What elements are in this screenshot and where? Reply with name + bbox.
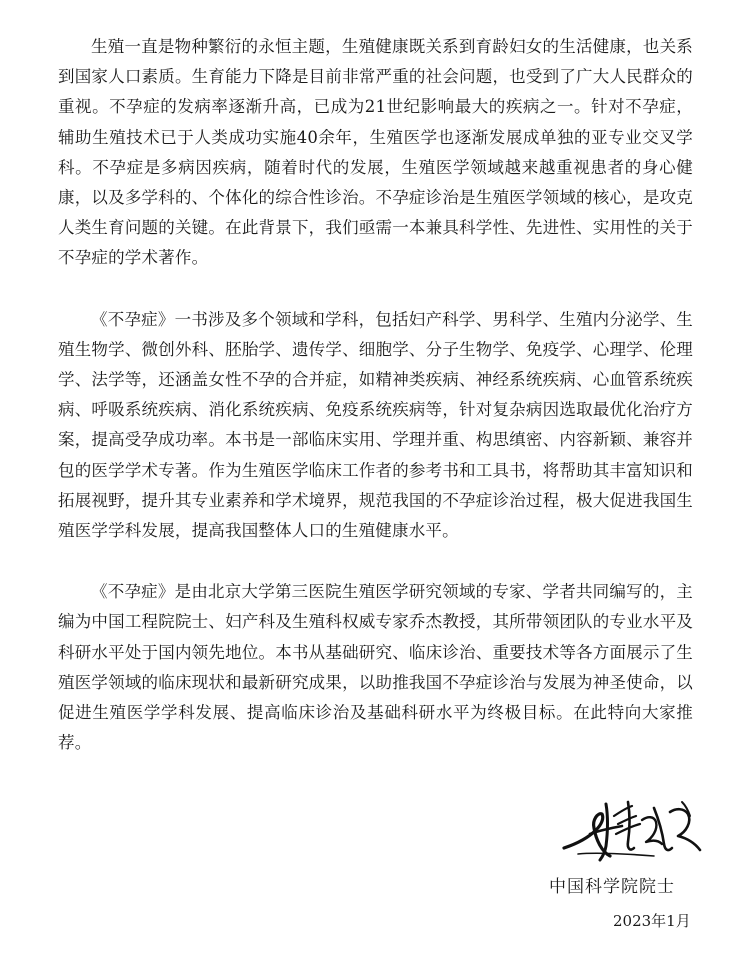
- author-title: 中国科学院院士: [549, 877, 675, 897]
- paragraph-1: 生殖一直是物种繁衍的永恒主题，生殖健康既关系到育龄妇女的生活健康，也关系到国家人口素质。生育能力下降是目前非常严重的社会问题，也受到了广大人民群众的重视。不孕症的发病率逐渐升高，已成为21世纪影响最大的疾病之一。针对不孕症，辅助生殖技术已于人类成功实施40余年，生殖医学也逐渐发展成单独的亚专业交叉学科。不孕症是多病因疾病，随着时代的发展，生殖医学领域越来越重视患者的身心健康，以及多学科的、个体化的综合性诊治。不孕症诊治是生殖医学领域的核心，是攻克人类生育问题的关键。在此背景下，我们亟需一本兼具科学性、先进性、实用性的关于不孕症的学术著作。: [58, 37, 693, 268]
- preface-body: [58, 32, 693, 758]
- paragraph-2: 《不孕症》一书涉及多个领域和学科，包括妇产科学、男科学、生殖内分泌学、生殖生物学、微创外科、胚胎学、遗传学、细胞学、分子生物学、免疫学、心理学、伦理学、法学等，还涵盖女性不孕的合并症，如精神类疾病、神经系统疾病、心血管系统疾病、呼吸系统疾病、消化系统疾病、免疫系统疾病等，针对复杂病因选取最优化治疗方案，提高受孕成功率。本书是一部临床实用、学理并重、构思缜密、内容新颖、兼容并包的医学学术专著。作为生殖医学临床工作者的参考书和工具书，将帮助其丰富知识和拓展视野，提升其专业素养和学术境界，规范我国的不孕症诊治过程，极大促进我国生殖医学学科发展，提高我国整体人口的生殖健康水平。: [58, 309, 693, 541]
- preface-date: 2023年1月: [613, 912, 691, 930]
- handwritten-signature-icon: [558, 794, 710, 866]
- paragraph-3: 《不孕症》是由北京大学第三医院生殖医学研究领域的专家、学者共同编写的，主编为中国工程院院士、妇产科及生殖科权威专家乔杰教授，其所带领团队的专业水平及科研水平处于国内领先地位。本书从基础研究、临床诊治、重要技术等各方面展示了生殖医学领域的临床现状和最新研究成果，以助推我国不孕症诊治与发展为神圣使命，以促进生殖医学学科发展、提高临床诊治及基础科研水平为终极目标。在此特向大家推荐。: [58, 582, 693, 753]
